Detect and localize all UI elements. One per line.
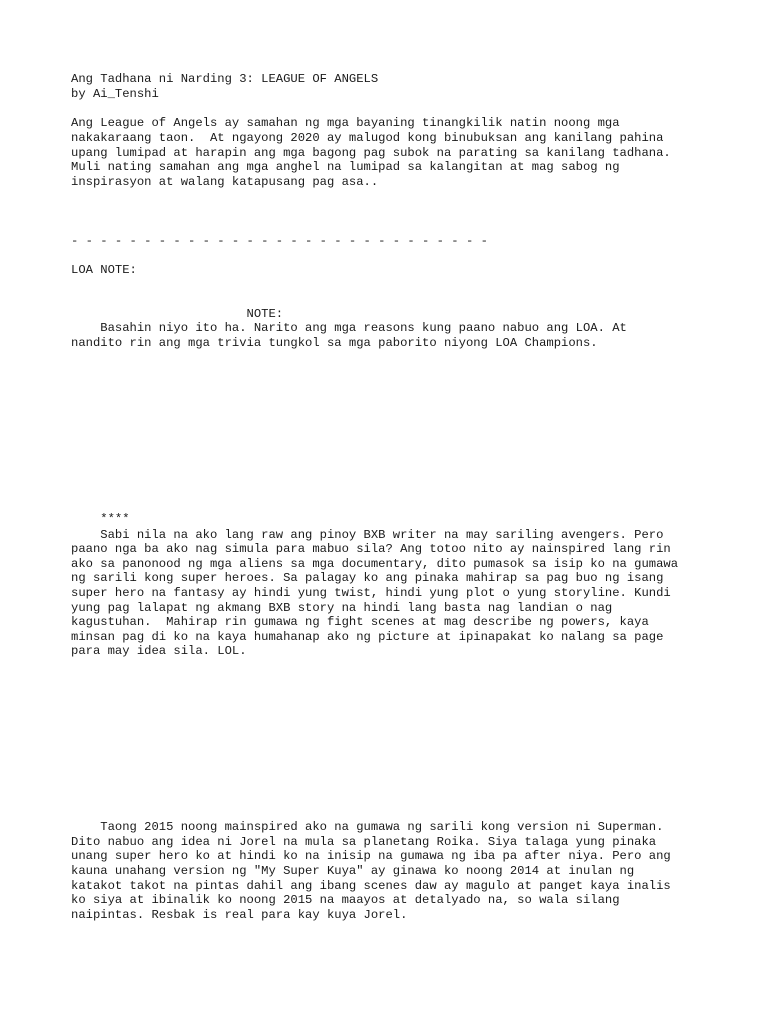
note-heading: NOTE: xyxy=(71,307,284,321)
paragraph-line: para may idea sila. LOL. xyxy=(71,644,247,658)
separator-line: - - - - - - - - - - - - - - - - - - - - - - - - - - - - - xyxy=(71,234,488,248)
note-line: Basahin niyo ito ha. Narito ang mga reasons kung paano nabuo ang LOA. At xyxy=(71,321,627,335)
paragraph-line: ng sarili kong super heroes. Sa palagay ko ang pinaka mahirap sa pag buo ng isang xyxy=(71,571,664,585)
note-line: nandito rin ang mga trivia tungkol sa mga paborito niyong LOA Champions. xyxy=(71,336,598,350)
asterisk-divider: **** xyxy=(71,512,130,526)
paragraph-line: minsan pag di ko na kaya humahanap ako ng picture at ipinapakat ko nalang sa page xyxy=(71,630,664,644)
paragraph-line: super hero na fantasy ay hindi yung twist, hindi yung plot o yung storyline. Kundi xyxy=(71,586,671,600)
intro-line: nakakaraang taon. At ngayong 2020 ay malugod kong binubuksan ang kanilang pahina xyxy=(71,131,664,145)
story-title: Ang Tadhana ni Narding 3: LEAGUE OF ANGELS xyxy=(71,72,379,86)
paragraph-line: paano nga ba ako nag simula para mabuo sila? Ang totoo nito ay nainspired lang rin xyxy=(71,542,671,556)
paragraph-line: Taong 2015 noong mainspired ako na gumawa ng sarili kong version ni Superman. xyxy=(71,820,664,834)
paragraph-line: Sabi nila na ako lang raw ang pinoy BXB writer na may sariling avengers. Pero xyxy=(71,528,664,542)
paragraph-line: unang super hero ko at hindi ko na inisip na gumawa ng iba pa after niya. Pero ang xyxy=(71,849,671,863)
paragraph-line: naipintas. Resbak is real para kay kuya Jorel. xyxy=(71,908,408,922)
story-author: by Ai_Tenshi xyxy=(71,87,159,101)
paragraph-line: ako sa panonood ng mga aliens sa mga documentary, dito pumasok sa isip ko na gumawa xyxy=(71,557,679,571)
intro-line: inspirasyon at walang katapusang pag asa.. xyxy=(71,175,379,189)
intro-line: Ang League of Angels ay samahan ng mga bayaning tinangkilik natin noong mga xyxy=(71,116,620,130)
intro-line: upang lumipad at harapin ang mga bagong pag subok na parating sa kanilang tadhana. xyxy=(71,146,671,160)
intro-line: Muli nating samahan ang mga anghel na lumipad sa kalangitan at mag sabog ng xyxy=(71,160,620,174)
paragraph-line: Dito nabuo ang idea ni Jorel na mula sa planetang Roika. Siya talaga yung pinaka xyxy=(71,835,657,849)
paragraph-line: ko siya at ibinalik ko noong 2015 na maayos at detalyado na, so wala silang xyxy=(71,893,620,907)
paragraph-line: kauna unahang version ng "My Super Kuya" ay ginawa ko noong 2014 at inulan ng xyxy=(71,864,635,878)
paragraph-line: yung pag lalapat ng akmang BXB story na hindi lang basta nag landian o nag xyxy=(71,601,613,615)
paragraph-line: kagustuhan. Mahirap rin gumawa ng fight scenes at mag describe ng powers, kaya xyxy=(71,615,649,629)
section-heading: LOA NOTE: xyxy=(71,263,137,277)
paragraph-line: katakot takot na pintas dahil ang ibang scenes daw ay magulo at panget kaya inalis xyxy=(71,879,671,893)
